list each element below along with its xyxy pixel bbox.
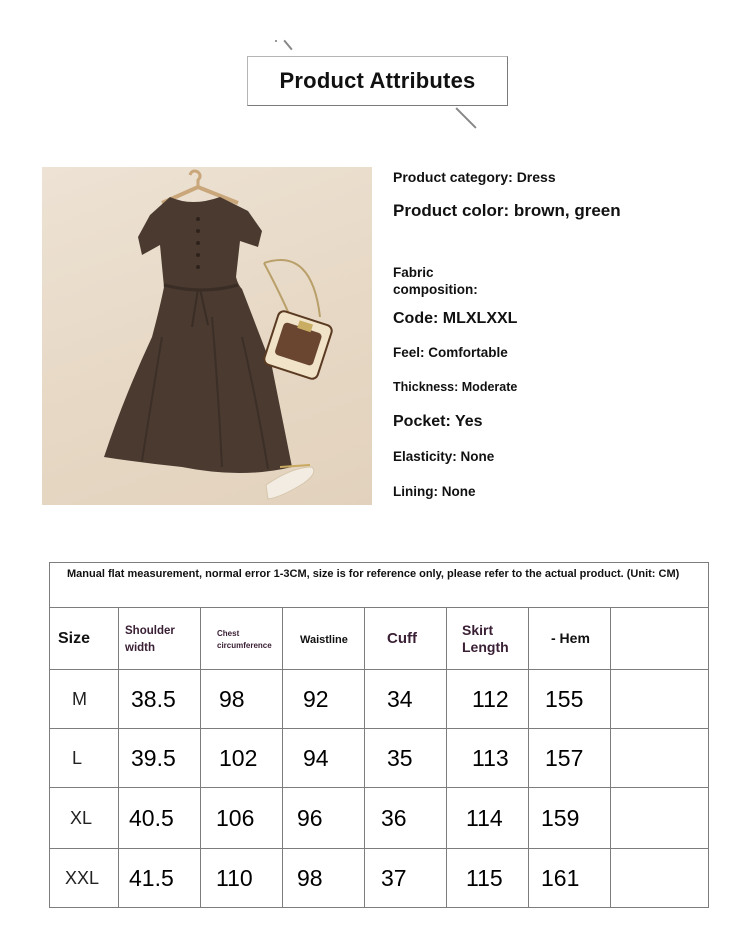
value-cell xyxy=(611,670,709,729)
table-row xyxy=(50,729,709,788)
title-frame xyxy=(247,56,508,106)
value-cell: 113 xyxy=(447,729,529,788)
value-cell: 110 xyxy=(201,849,283,908)
attr-category: Product category: Dress xyxy=(393,169,556,185)
table-note-row xyxy=(50,563,709,608)
attr-feel: Feel: Comfortable xyxy=(393,345,508,360)
size-cell: M xyxy=(50,670,119,729)
value-cell: 159 xyxy=(529,788,611,849)
header-cell xyxy=(611,608,709,670)
value-cell: 40.5 xyxy=(119,788,201,849)
product-photo xyxy=(42,167,372,505)
attr-elasticity: Elasticity: None xyxy=(393,449,495,464)
header-cell: - Hem xyxy=(529,608,611,670)
value-cell: 157 xyxy=(529,729,611,788)
value-cell: 102 xyxy=(201,729,283,788)
decor-tick xyxy=(455,107,476,128)
value-cell: 38.5 xyxy=(119,670,201,729)
value-cell: 106 xyxy=(201,788,283,849)
value-cell xyxy=(611,849,709,908)
attr-pocket: Pocket: Yes xyxy=(393,413,483,430)
header-cell: Cuff xyxy=(365,608,447,670)
value-cell: 115 xyxy=(447,849,529,908)
value-cell: 96 xyxy=(283,788,365,849)
header-cell: Size xyxy=(50,608,119,670)
value-cell: 34 xyxy=(365,670,447,729)
decor-tick xyxy=(283,40,292,50)
value-cell: 92 xyxy=(283,670,365,729)
page-title: Product Attributes xyxy=(279,68,476,93)
value-cell xyxy=(611,729,709,788)
attr-thickness: Thickness: Moderate xyxy=(393,380,518,394)
attr-fabric-label: Fabric xyxy=(393,265,434,280)
attr-code: Code: MLXLXXL xyxy=(393,310,518,327)
attr-lining: Lining: None xyxy=(393,484,476,499)
value-cell: 94 xyxy=(283,729,365,788)
value-cell: 98 xyxy=(283,849,365,908)
value-cell: 155 xyxy=(529,670,611,729)
value-cell: 161 xyxy=(529,849,611,908)
dress-illustration xyxy=(42,167,372,505)
header-cell: Shoulder width xyxy=(119,608,201,670)
table-row xyxy=(50,670,709,729)
header-cell: Skirt Length xyxy=(447,608,529,670)
decor-tick xyxy=(275,40,277,42)
value-cell: 114 xyxy=(447,788,529,849)
header-cell: Waistline xyxy=(283,608,365,670)
size-cell: L xyxy=(50,729,119,788)
value-cell: 41.5 xyxy=(119,849,201,908)
header-cell: Chest circumference xyxy=(201,608,283,670)
attr-color: Product color: brown, green xyxy=(393,201,621,220)
section-title-badge xyxy=(247,56,508,106)
value-cell: 35 xyxy=(365,729,447,788)
value-cell: 112 xyxy=(447,670,529,729)
value-cell: 39.5 xyxy=(119,729,201,788)
size-cell: XXL xyxy=(50,849,119,908)
size-cell: XL xyxy=(50,788,119,849)
table-header-row xyxy=(50,608,709,670)
table-row xyxy=(50,849,709,908)
attr-fabric-label-cont: composition: xyxy=(393,282,478,297)
value-cell: 37 xyxy=(365,849,447,908)
value-cell: 36 xyxy=(365,788,447,849)
size-table xyxy=(49,562,709,908)
value-cell: 98 xyxy=(201,670,283,729)
measurement-note: Manual flat measurement, normal error 1-3CM, size is for reference only, please refer to the actual product. (Unit: CM) xyxy=(50,563,709,608)
table-row xyxy=(50,788,709,849)
value-cell xyxy=(611,788,709,849)
